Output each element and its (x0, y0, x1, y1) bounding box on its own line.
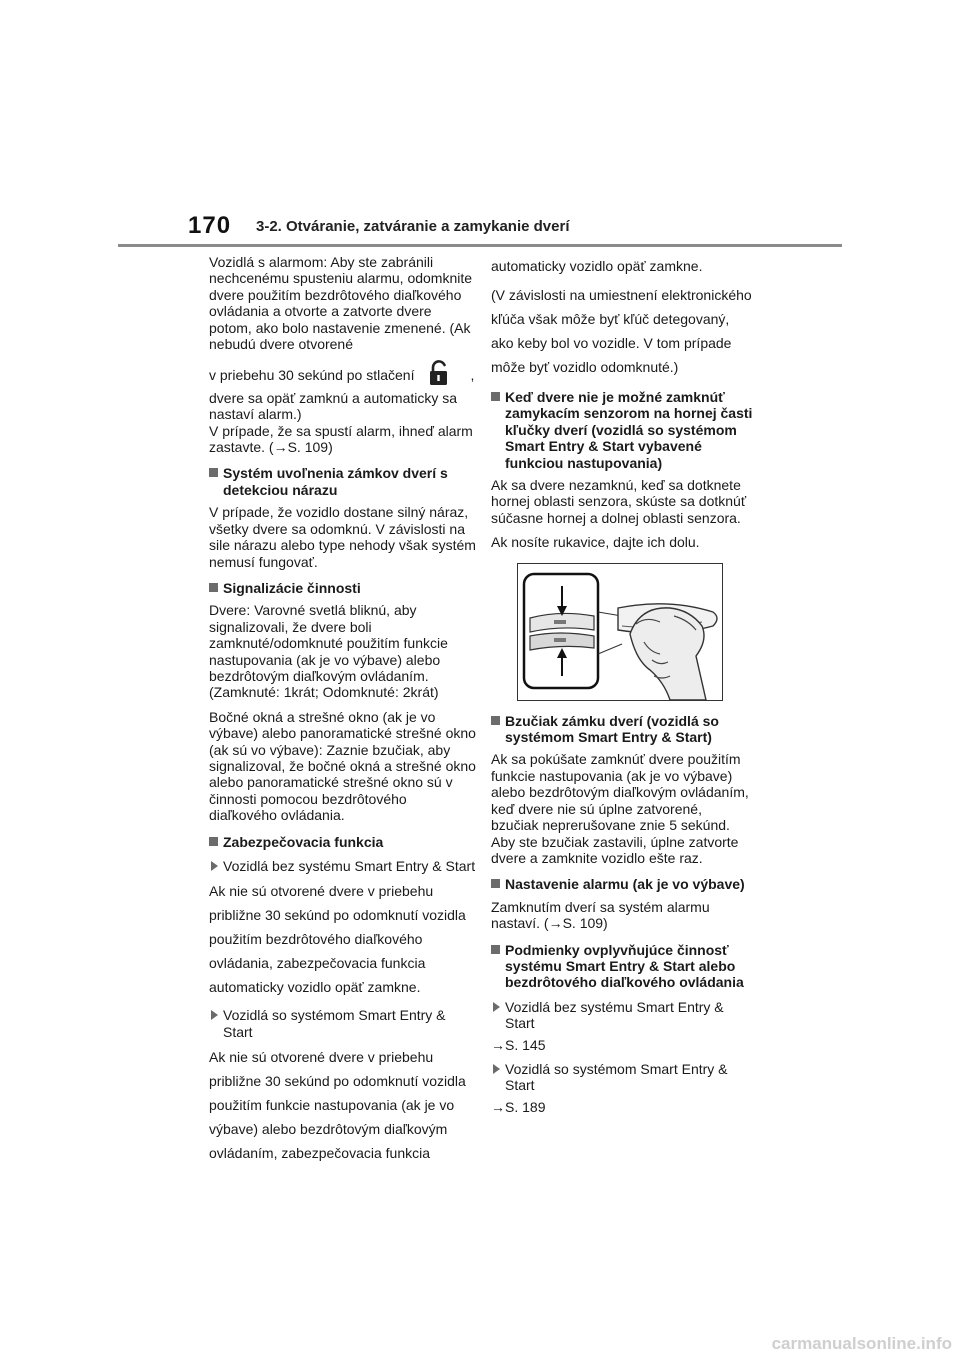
door-handle-illustration (517, 563, 723, 701)
square-bullet-icon (491, 945, 500, 954)
text-fragment: V prípade, že sa spustí alarm, ihneď alarm zastavte. ( (209, 422, 473, 456)
page-reference: →S. 145 (491, 1036, 546, 1053)
sub-item-text: Vozidlá bez systému Smart Entry & Start (223, 858, 476, 874)
paragraph-unlock-press (209, 360, 477, 455)
section-heading-signals (209, 580, 477, 596)
header-rule (118, 244, 842, 247)
heading-text: Systém uvoľnenia zámkov dverí s detekciou nárazu (223, 465, 448, 498)
paragraph-relock-continued: automaticky vozidlo opäť zamkne. (491, 258, 703, 274)
square-bullet-icon (209, 837, 218, 846)
paragraph-doors-signal: Dvere: Varovné svetlá bliknú, aby signalizovali, že dvere boli zamknuté/odomknuté použitím funkcie nastupovania (ak je vo výbave) alebo bezdrôtovým diaľkovým ovládaním. (Zamknuté: 1krát; Odomknuté: 2krát) (209, 602, 448, 701)
sub-item-text: Vozidlá so systémom Smart Entry & Start (505, 1060, 728, 1094)
paragraph-alarm-set: Zamknutím dverí sa systém alarmu nastaví. (→S. 109) (491, 898, 710, 932)
sub-item-without-smart-entry (209, 858, 477, 874)
triangle-bullet-icon (493, 1064, 500, 1074)
section-heading-conditions (491, 942, 753, 991)
heading-text: Keď dvere nie je možné zamknúť zamykacím senzorom na hornej časti kľučky dverí (vozidlá so systémom Smart Entry & Start vybavené funkciou nastupovania) (505, 389, 753, 471)
sub-item-text: Vozidlá bez systému Smart Entry & Start (505, 998, 724, 1032)
text-fragment: dvere sa opäť zamknú a automaticky sa nastaví alarm.) (209, 389, 458, 423)
paragraph-key-location: (V závislosti na umiestnení elektronického kľúča však môže byť kľúč detegovaný, ako keby bol vo vozidle. V tom prípade môže byť vozidlo odomknuté.) (491, 287, 752, 375)
square-bullet-icon (209, 468, 218, 477)
page-header (0, 0, 960, 250)
section-heading-security (209, 834, 477, 850)
right-column (491, 254, 753, 1123)
paragraph-relock-entry: Ak nie sú otvorené dvere v priebehu približne 30 sekúnd po odomknutí vozidla použitím funkcie nastupovania (ak je vo výbave) alebo bezdrôtovým diaľkovým ovládaním, zabezpečovacia funkcia (209, 1049, 466, 1162)
paragraph-gloves: Ak nosíte rukavice, dajte ich dolu. (491, 534, 700, 551)
watermark: carmanualsonline.info (771, 1334, 952, 1353)
text-fragment: , (470, 367, 475, 384)
heading-text: Zabezpečovacia funkcia (223, 833, 384, 850)
square-bullet-icon (491, 392, 500, 401)
paragraph-windows-signal: Bočné okná a strešné okno (ak je vo výbave) alebo panoramatické strešné okno (ak sú vo výbave): Zaznie bzučiak, aby signalizoval, že bočné okná a strešné okno alebo panoramatické strešné okno sú v činnosti pomocou bezdrôtového diaľkového ovládania. (209, 708, 476, 824)
paragraph-relock-remote: Ak nie sú otvorené dvere v priebehu približne 30 sekúnd po odomknutí vozidla použitím bezdrôtového diaľkového ovládania, zabezpečovacia funkcia automaticky vozidlo opäť zamkne. (209, 883, 466, 996)
unlock-icon (428, 360, 450, 389)
heading-text: Bzučiak zámku dverí (vozidlá so systémom Smart Entry & Start) (505, 712, 719, 746)
heading-text: Signalizácie činnosti (223, 579, 361, 596)
section-heading-buzzer (491, 713, 753, 746)
page-number: 170 (188, 212, 232, 239)
sub-item-without-smart-entry (491, 999, 753, 1032)
left-column (209, 254, 477, 1170)
section-heading-alarm-setting (491, 876, 753, 892)
page-reference: →S. 189 (491, 1098, 546, 1115)
paragraph-alarm-note: Vozidlá s alarmom: Aby ste zabránili nechcenému spusteniu alarmu, odomknite dvere použitím bezdrôtového diaľkového ovládania a otvorte a zatvorte dvere potom, ako bolo nastavenie zmenené. (Ak nebudú dvere otvorené (209, 254, 473, 353)
heading-text: Podmienky ovplyvňujúce činnosť systému Smart Entry & Start alebo bezdrôtového diaľkového ovládania (505, 941, 744, 991)
section-heading-lock-sensor (491, 389, 753, 471)
heading-text: Nastavenie alarmu (ak je vo výbave) (505, 876, 745, 893)
text-fragment: v priebehu 30 sekúnd po stlačení (209, 367, 415, 384)
paragraph-impact: V prípade, že vozidlo dostane silný náraz, všetky dvere sa odomknú. V závislosti na sile nárazu alebo type nehody však systém nemusí fungovať. (209, 504, 476, 570)
square-bullet-icon (491, 879, 500, 888)
paragraph-sensor-touch: Ak sa dvere nezamknú, keď sa dotknete hornej oblasti senzora, skúste sa dotknúť súčasne hornej a dolnej oblasti senzora. (491, 477, 747, 526)
sub-item-text: Vozidlá so systémom Smart Entry & Start (223, 1007, 446, 1040)
triangle-bullet-icon (493, 1002, 500, 1012)
sub-item-with-smart-entry (491, 1061, 753, 1094)
section-heading-impact (209, 465, 477, 498)
triangle-bullet-icon (211, 861, 218, 871)
paragraph-buzzer: Ak sa pokúšate zamknúť dvere použitím funkcie nastupovania (ak je vo výbave) alebo bezdrôtovým diaľkovým ovládaním, keď dvere nie sú úplne zatvorené, bzučiak neprerušovane znie 5 sekúnd. Aby ste bzučiak zastavili, úplne zatvorte dvere a zamknite vozidlo ešte raz. (491, 751, 749, 866)
chapter-title: 3-2. Otváranie, zatváranie a zamykanie dverí (256, 218, 570, 235)
page-reference: →S. 109) (273, 439, 333, 456)
triangle-bullet-icon (211, 1010, 218, 1020)
square-bullet-icon (209, 583, 218, 592)
square-bullet-icon (491, 716, 500, 725)
sub-item-with-smart-entry (209, 1007, 477, 1040)
